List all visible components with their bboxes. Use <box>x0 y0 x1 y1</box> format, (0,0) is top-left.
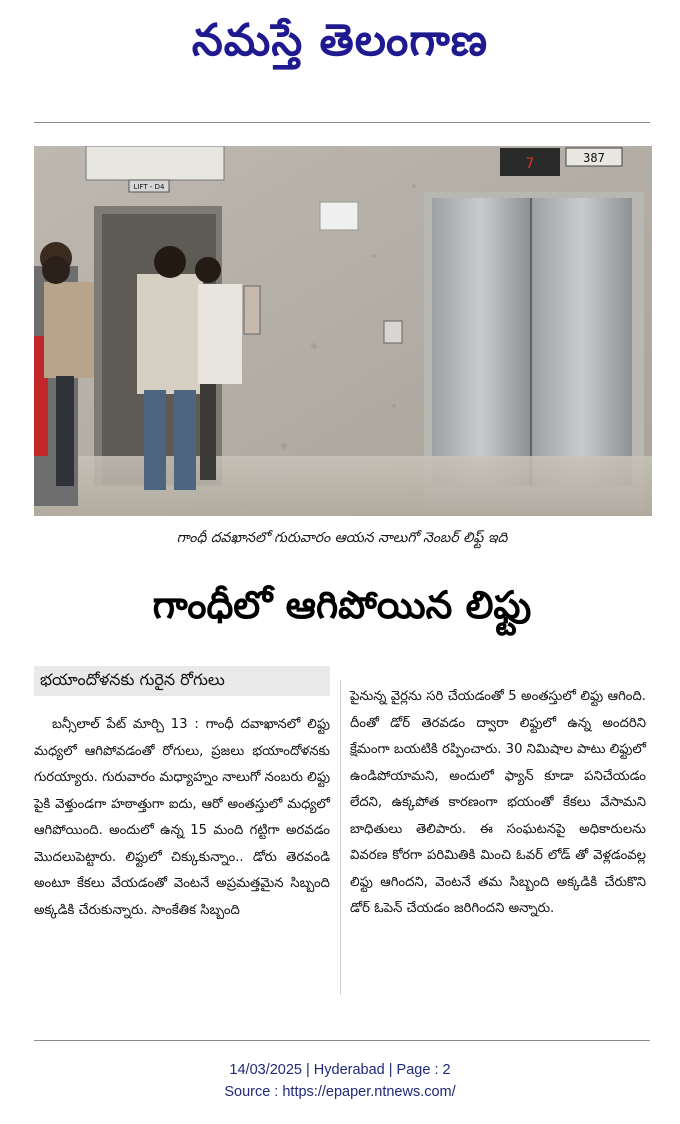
call-button <box>384 321 402 343</box>
right-lift-door-left <box>432 198 530 486</box>
article-column-right: పైనున్న వైర్లను సరి చేయడంతో 5 అంతస్తులో లిఫ్టు ఆగింది. దీంతో డోర్ తెరవడం ద్వారా లిఫ్టులో ఉన్న అందరిని క్షేమంగా బయటికి రప్పించారు. 30 నిమిషాల పాటు లిఫ్టులో ఉండిపోయామని, అందులో ఫ్యాన్ కూడా పనిచేయడం లేదని, ఉక్కపోత కారణంగా భయంతో కేకలు వేసామని బాధితులు తెలిపారు. ఈ సంఘటనపై అధికారులను వివరణ కోరగా పరిమితికి మించి ఓవర్ లోడ్ తో వెళ్లడంవల్ల లిఫ్టు ఆగిందని, వెంటనే తమ సిబ్బంది అక్కడికి చేరుకొని డోర్ ఓపెన్ చేయడం జరిగిందని అన్నారు. <box>350 689 646 916</box>
door-plate-number: 387 <box>583 151 605 165</box>
wall-notice <box>320 202 358 230</box>
column-divider <box>340 680 341 995</box>
news-photo <box>34 146 652 516</box>
notice-board <box>86 146 224 180</box>
photo-caption: గాంధీ దవఖానలో గురువారం ఆయన నాలుగో నెంబర్ లిఫ్ట్ ఇది <box>176 530 508 546</box>
floor-indicator-number: 7 <box>525 156 535 172</box>
floor <box>34 456 652 516</box>
footer-source: Source : https://epaper.ntnews.com/ <box>224 1084 456 1100</box>
subhead: భయాందోళనకు గురైన రోగులు <box>40 670 225 689</box>
right-lift-door-right <box>532 198 632 486</box>
masthead-rule <box>34 122 650 123</box>
newspaper-title: నమస్తే తెలంగాణ <box>191 15 489 66</box>
footer-dateline: 14/03/2025 | Hyderabad | Page : 2 <box>229 1062 451 1078</box>
lift-sign-label: LIFT - D4 <box>133 183 165 191</box>
call-button-panel <box>244 286 260 334</box>
headline: గాంధీలో ఆగిపోయిన లిఫ్టు <box>152 583 532 627</box>
footer-rule <box>34 1040 650 1041</box>
article-column-left: బన్సీలాల్ పేట్ మార్చి 13 : గాంధీ దవాఖానలో లిఫ్టు మధ్యలో ఆగిపోవడంతో రోగులు, ప్రజలు భయాందోళనకు గురయ్యారు. గురువారం మధ్యాహ్నం నాలుగో నంబరు లిఫ్టు పైకి వెళ్తుండగా హఠాత్తుగా ఐదు, ఆరో అంతస్తులో మధ్యలో ఆగిపోయింది. అందులో ఉన్న 15 మంది గట్టిగా అరవడం మొదలుపెట్టారు. లిఫ్టులో చిక్కుకున్నాం.. డోరు తెరవండి అంటూ కేకలు వేయడంతో వెంటనే అప్రమత్తమైన సిబ్బంది అక్కడికి చేరుకున్నారు. సాంకేతిక సిబ్బంది <box>34 717 330 918</box>
masthead <box>0 6 680 76</box>
